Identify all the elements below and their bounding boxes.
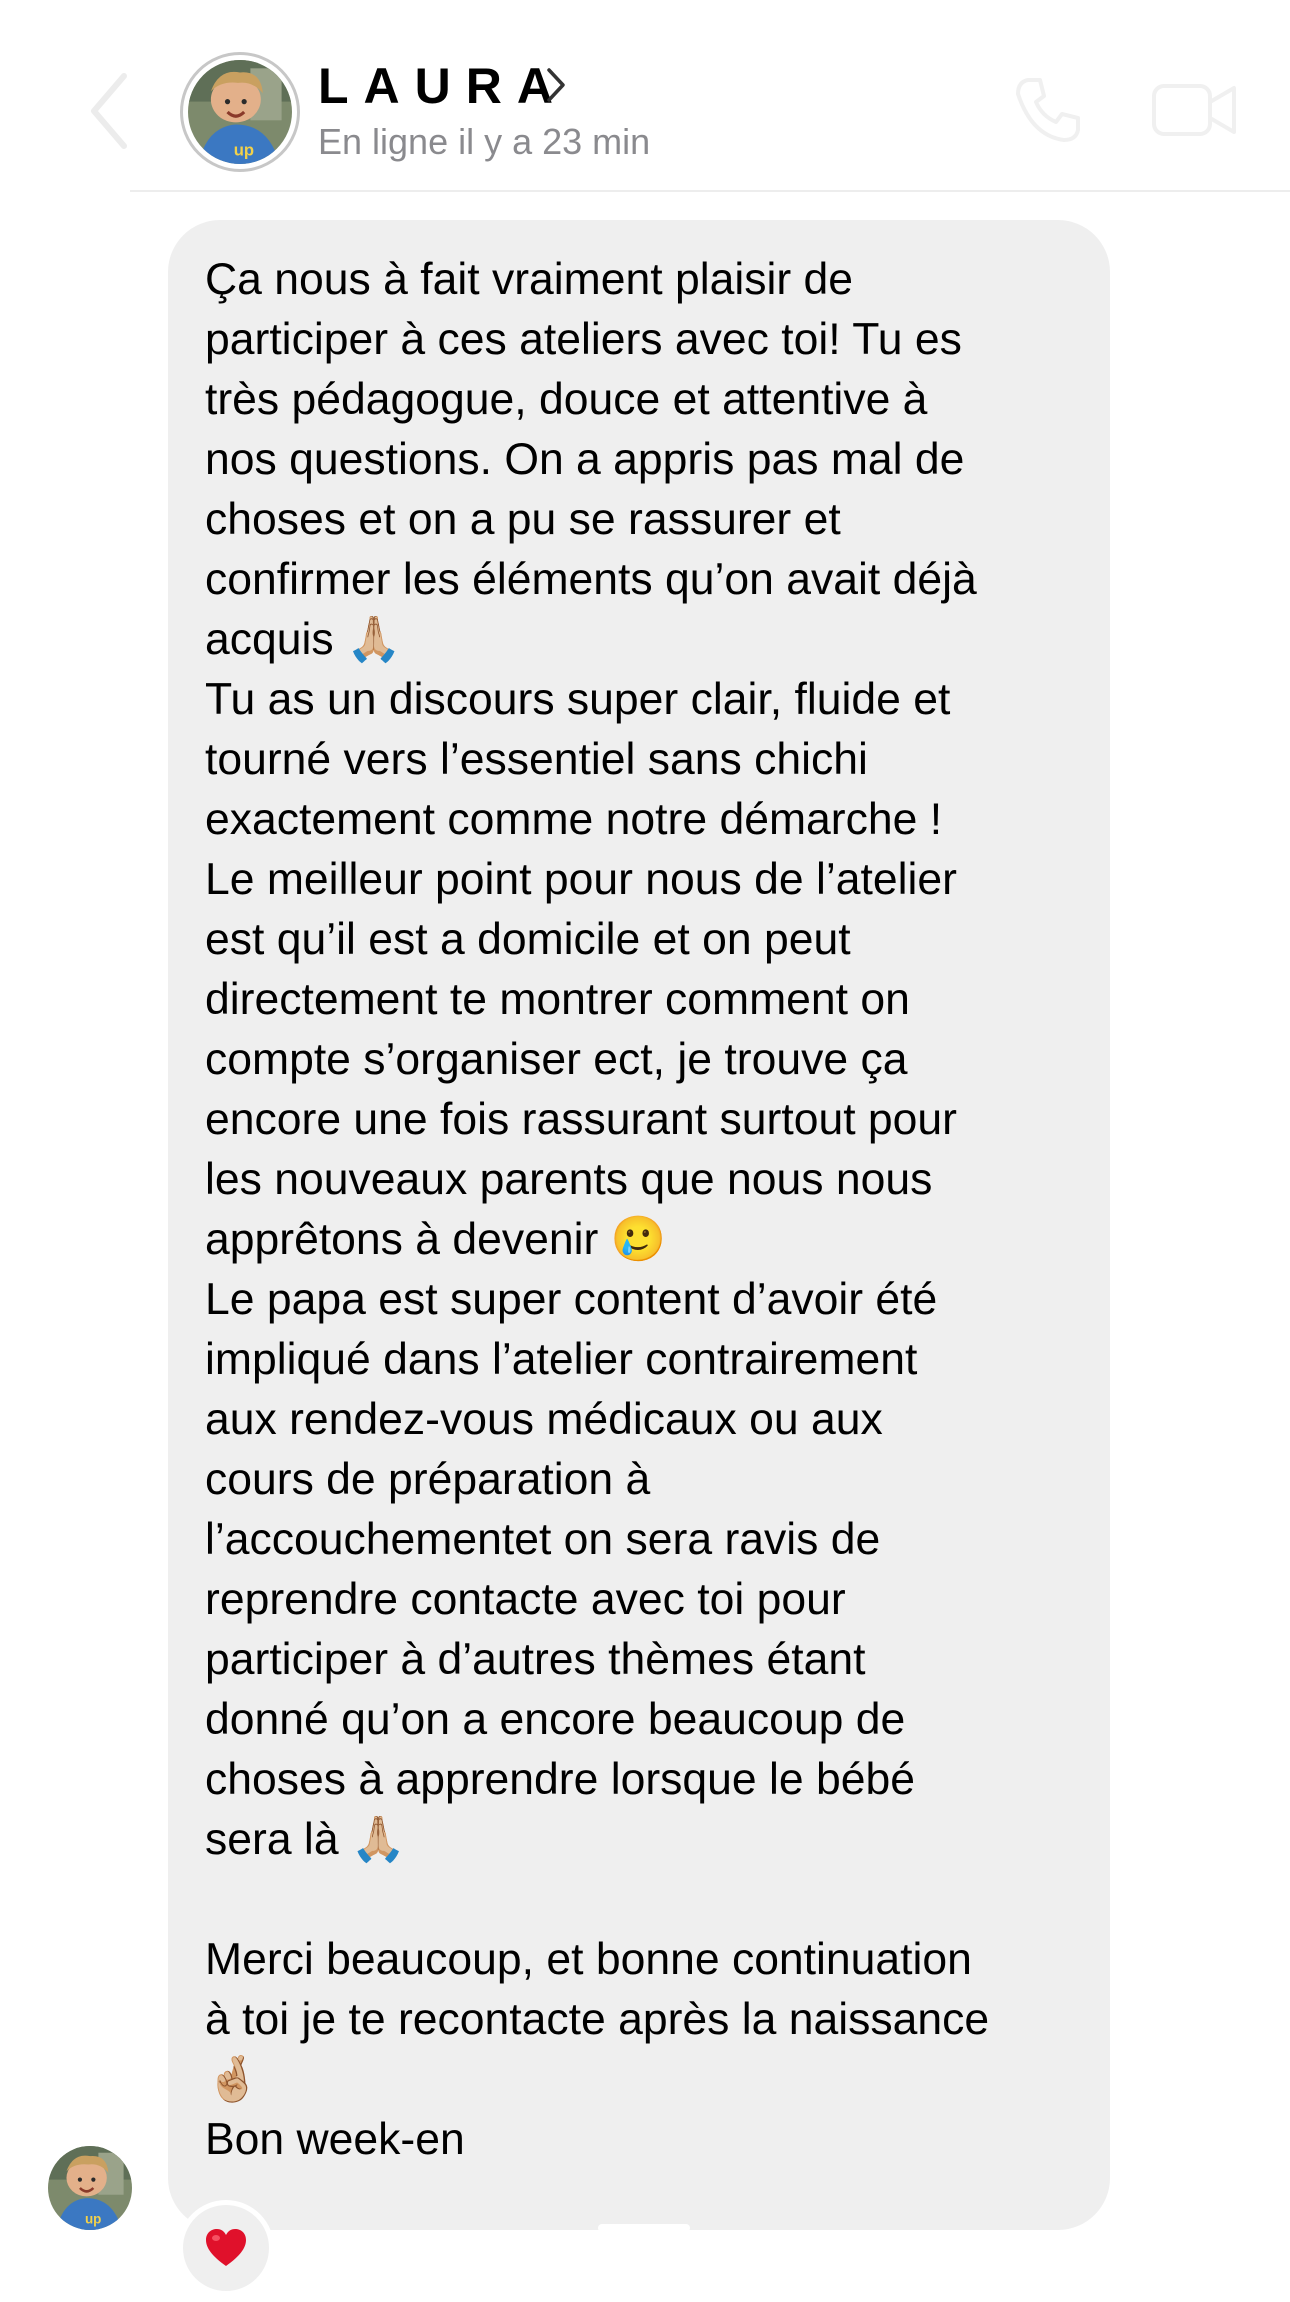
header-divider	[130, 190, 1290, 192]
message-bubble[interactable]	[168, 220, 1110, 2230]
sender-avatar[interactable]	[48, 2146, 132, 2230]
contact-name[interactable]: LAURA	[318, 58, 568, 114]
phone-icon[interactable]	[1010, 72, 1086, 148]
heart-icon	[204, 2228, 248, 2268]
video-camera-icon[interactable]	[1150, 80, 1240, 140]
child-photo-image	[48, 2146, 132, 2230]
svg-text:up: up	[233, 140, 255, 160]
message-text: Ça nous à fait vraiment plaisir de participer à ces ateliers avec toi! Tu es très pédagogue, douce et attentive à nos questions. On a appris pas mal de choses et on a pu se rassurer et confirmer les éléments qu’on avait déjà acquis 🙏🏼 Tu as un discours super clair, fluide et tourné vers l’essentiel sans chichi exactement comme notre démarche ! Le meilleur point pour nous de l’atelier est qu’il est a domicile et on peut directement te montrer comment on compte s’organiser ect, je trouve ça encore une fois rassurant surtout pour les nouveaux parents que nous nous apprêtons à devenir 🥲 Le papa est super content d’avoir été impliqué dans l’atelier contrairement aux rendez-vous médicaux ou aux cours de préparation à l’accouchementet on sera ravis de reprendre contacte avec toi pour participer à d’autres thèmes étant donné qu’on a encore beaucoup de choses à apprendre lorsque le bébé sera là 🙏🏼 Merci beaucoup, et bonne continuation à toi je te recontacte après la naissance 🤞🏼 Bon week-en	[205, 255, 990, 2164]
bubble-tail	[598, 2224, 690, 2232]
child-photo-image	[188, 60, 292, 164]
chevron-right-icon[interactable]	[545, 66, 567, 104]
chat-header	[0, 0, 1290, 190]
chevron-left-icon[interactable]	[80, 66, 140, 156]
svg-text:up: up	[84, 2211, 102, 2227]
contact-avatar[interactable]	[180, 52, 300, 172]
presence-status: En ligne il y a 23 min	[318, 121, 651, 162]
reaction-badge[interactable]	[178, 2200, 274, 2296]
